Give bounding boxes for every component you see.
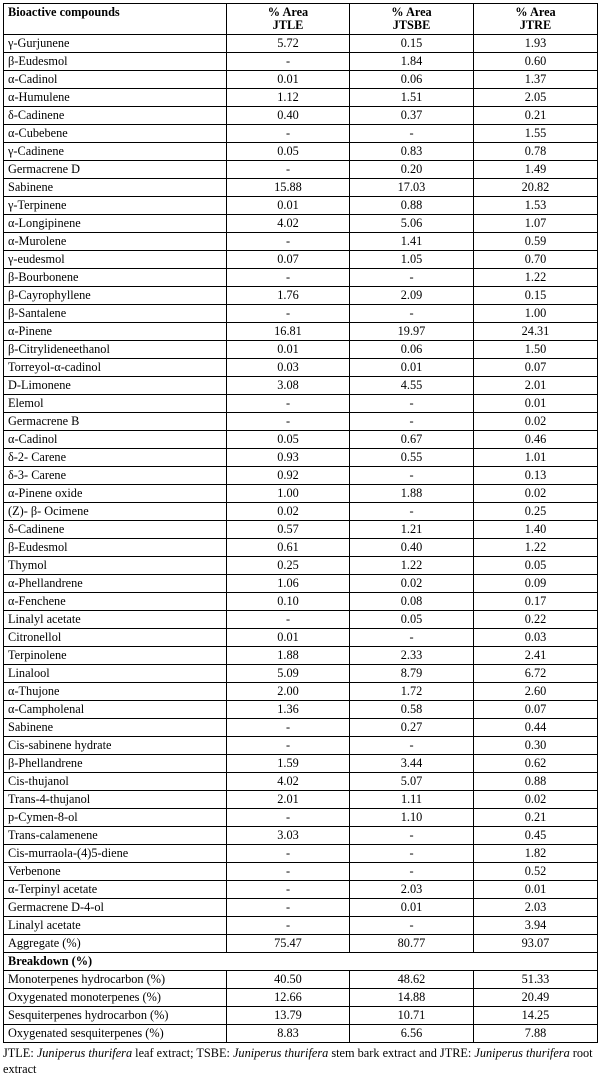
area-value-cell: 0.30 xyxy=(474,737,598,755)
area-value-cell: 0.15 xyxy=(474,287,598,305)
table-row xyxy=(4,899,598,917)
table-row xyxy=(4,503,598,521)
area-value-cell: 1.53 xyxy=(474,197,598,215)
area-value-cell: 1.06 xyxy=(227,575,350,593)
header-jtle xyxy=(227,4,350,35)
compound-name-cell: Verbenone xyxy=(4,863,227,881)
compound-name-cell: α-Terpinyl acetate xyxy=(4,881,227,899)
area-value-cell: 0.55 xyxy=(350,449,474,467)
compound-name-cell: β-Cayrophyllene xyxy=(4,287,227,305)
compound-name-cell: γ-Gurjunene xyxy=(4,35,227,53)
area-value-cell: 1.93 xyxy=(474,35,598,53)
compound-name-cell: Terpinolene xyxy=(4,647,227,665)
table-row xyxy=(4,431,598,449)
compound-name-cell: α-Humulene xyxy=(4,89,227,107)
compound-name-cell: Linalyl acetate xyxy=(4,917,227,935)
area-value-cell: 5.09 xyxy=(227,665,350,683)
header-compounds: Bioactive compounds xyxy=(4,4,227,35)
compound-name-cell: γ-Cadinene xyxy=(4,143,227,161)
table-row xyxy=(4,413,598,431)
area-value-cell: 1.55 xyxy=(474,125,598,143)
breakdown-heading-row xyxy=(4,953,598,971)
area-value-cell: 10.71 xyxy=(350,1007,474,1025)
area-value-cell: 20.49 xyxy=(474,989,598,1007)
table-row xyxy=(4,683,598,701)
area-value-cell: 0.25 xyxy=(474,503,598,521)
area-value-cell: 17.03 xyxy=(350,179,474,197)
compound-name-cell: Monoterpenes hydrocarbon (%) xyxy=(4,971,227,989)
compound-name-cell: Germacrene D xyxy=(4,161,227,179)
area-value-cell: - xyxy=(227,809,350,827)
footnote-part: JTLE: xyxy=(3,1046,37,1060)
area-value-cell: 2.09 xyxy=(350,287,474,305)
area-value-cell: - xyxy=(227,269,350,287)
table-row xyxy=(4,809,598,827)
table-row xyxy=(4,629,598,647)
table-row xyxy=(4,71,598,89)
table-footnote xyxy=(3,1045,593,1077)
area-value-cell: - xyxy=(350,305,474,323)
area-value-cell: - xyxy=(350,827,474,845)
area-value-cell: 0.07 xyxy=(227,251,350,269)
area-value-cell: 0.02 xyxy=(227,503,350,521)
area-value-cell: - xyxy=(227,917,350,935)
table-row xyxy=(4,593,598,611)
area-value-cell: - xyxy=(227,881,350,899)
area-value-cell: 0.58 xyxy=(350,701,474,719)
table-row xyxy=(4,179,598,197)
area-value-cell: 12.66 xyxy=(227,989,350,1007)
table-row xyxy=(4,539,598,557)
compound-name-cell: Trans-4-thujanol xyxy=(4,791,227,809)
area-value-cell: 0.07 xyxy=(474,359,598,377)
table-row xyxy=(4,881,598,899)
area-value-cell: 1.84 xyxy=(350,53,474,71)
area-value-cell: 1.36 xyxy=(227,701,350,719)
area-value-cell: 0.07 xyxy=(474,701,598,719)
table-row xyxy=(4,143,598,161)
compound-name-cell: Cis-sabinene hydrate xyxy=(4,737,227,755)
compound-name-cell: α-Cadinol xyxy=(4,431,227,449)
table-row xyxy=(4,359,598,377)
area-value-cell: - xyxy=(227,53,350,71)
compound-name-cell: Sabinene xyxy=(4,179,227,197)
area-value-cell: 4.55 xyxy=(350,377,474,395)
area-value-cell: 0.93 xyxy=(227,449,350,467)
table-row xyxy=(4,611,598,629)
area-value-cell: 0.22 xyxy=(474,611,598,629)
footnote-species: Juniperus thurifera xyxy=(232,1046,329,1060)
compound-name-cell: δ-Cadinene xyxy=(4,521,227,539)
area-value-cell: 0.01 xyxy=(227,341,350,359)
area-value-cell: 40.50 xyxy=(227,971,350,989)
area-value-cell: 0.05 xyxy=(474,557,598,575)
area-value-cell: 14.25 xyxy=(474,1007,598,1025)
table-row xyxy=(4,755,598,773)
area-value-cell: - xyxy=(350,413,474,431)
area-value-cell: 1.22 xyxy=(350,557,474,575)
table-row xyxy=(4,557,598,575)
area-value-cell: 2.00 xyxy=(227,683,350,701)
area-value-cell: - xyxy=(227,863,350,881)
table-row xyxy=(4,863,598,881)
compound-name-cell: Linalool xyxy=(4,665,227,683)
area-value-cell: 0.61 xyxy=(227,539,350,557)
compound-name-cell: α-Cadinol xyxy=(4,71,227,89)
area-value-cell: 8.83 xyxy=(227,1025,350,1043)
compound-name-cell: Linalyl acetate xyxy=(4,611,227,629)
area-value-cell: 13.79 xyxy=(227,1007,350,1025)
area-value-cell: 0.21 xyxy=(474,809,598,827)
area-value-cell: 0.46 xyxy=(474,431,598,449)
header-jtre-label: JTRE xyxy=(519,18,552,32)
header-row xyxy=(4,4,598,35)
area-value-cell: 0.45 xyxy=(474,827,598,845)
table-row xyxy=(4,791,598,809)
area-value-cell: 1.10 xyxy=(350,809,474,827)
compounds-table xyxy=(3,3,598,1043)
table-row xyxy=(4,341,598,359)
header-jtsbe xyxy=(350,4,474,35)
area-value-cell: - xyxy=(350,629,474,647)
area-value-cell: - xyxy=(350,863,474,881)
table-row xyxy=(4,827,598,845)
header-jtsbe-label: JTSBE xyxy=(392,18,431,32)
footnote-species: Juniperus thurifera xyxy=(36,1046,133,1060)
area-value-cell: - xyxy=(227,611,350,629)
area-value-cell: 0.62 xyxy=(474,755,598,773)
compound-name-cell: β-Bourbonene xyxy=(4,269,227,287)
area-value-cell: 93.07 xyxy=(474,935,598,953)
compound-name-cell: Elemol xyxy=(4,395,227,413)
table-row xyxy=(4,647,598,665)
area-value-cell: 8.79 xyxy=(350,665,474,683)
area-value-cell: - xyxy=(350,467,474,485)
compound-name-cell: α-Campholenal xyxy=(4,701,227,719)
table-row xyxy=(4,233,598,251)
table-row xyxy=(4,215,598,233)
table-row xyxy=(4,665,598,683)
area-value-cell: 1.49 xyxy=(474,161,598,179)
area-value-cell: - xyxy=(350,503,474,521)
table-row xyxy=(4,449,598,467)
compound-name-cell: Cis-thujanol xyxy=(4,773,227,791)
area-value-cell: 0.15 xyxy=(350,35,474,53)
footnote-species: Juniperus thurifera xyxy=(474,1046,570,1060)
header-area-label: % Area xyxy=(267,5,309,19)
table-row xyxy=(4,575,598,593)
table-row xyxy=(4,107,598,125)
area-value-cell: 2.01 xyxy=(474,377,598,395)
compound-name-cell: α-Cubebene xyxy=(4,125,227,143)
compound-name-cell: β-Citrylideneethanol xyxy=(4,341,227,359)
compound-name-cell: Germacrene D-4-ol xyxy=(4,899,227,917)
compound-name-cell: α-Phellandrene xyxy=(4,575,227,593)
area-value-cell: 14.88 xyxy=(350,989,474,1007)
area-value-cell: 5.07 xyxy=(350,773,474,791)
area-value-cell: - xyxy=(350,917,474,935)
area-value-cell: - xyxy=(227,233,350,251)
table-row xyxy=(4,917,598,935)
area-value-cell: 1.40 xyxy=(474,521,598,539)
compound-name-cell: Aggregate (%) xyxy=(4,935,227,953)
area-value-cell: - xyxy=(350,845,474,863)
footnote-part: leaf extract; TSBE: xyxy=(132,1046,233,1060)
area-value-cell: 4.02 xyxy=(227,773,350,791)
compound-name-cell: Thymol xyxy=(4,557,227,575)
area-value-cell: 2.03 xyxy=(350,881,474,899)
area-value-cell: 0.83 xyxy=(350,143,474,161)
table-row xyxy=(4,125,598,143)
area-value-cell: - xyxy=(227,845,350,863)
table-row xyxy=(4,467,598,485)
area-value-cell: 0.37 xyxy=(350,107,474,125)
area-value-cell: 0.02 xyxy=(474,485,598,503)
table-body xyxy=(4,4,598,1043)
area-value-cell: 1.11 xyxy=(350,791,474,809)
area-value-cell: 0.08 xyxy=(350,593,474,611)
header-area-label: % Area xyxy=(515,5,556,19)
area-value-cell: 3.08 xyxy=(227,377,350,395)
area-value-cell: 1.00 xyxy=(227,485,350,503)
area-value-cell: 0.67 xyxy=(350,431,474,449)
area-value-cell: - xyxy=(227,395,350,413)
area-value-cell: 3.44 xyxy=(350,755,474,773)
area-value-cell: 0.01 xyxy=(474,881,598,899)
area-value-cell: 1.51 xyxy=(350,89,474,107)
breakdown-row xyxy=(4,1007,598,1025)
table-row xyxy=(4,89,598,107)
area-value-cell: - xyxy=(227,899,350,917)
area-value-cell: 1.50 xyxy=(474,341,598,359)
table-row xyxy=(4,521,598,539)
header-jtre xyxy=(474,4,598,35)
area-value-cell: 0.03 xyxy=(227,359,350,377)
area-value-cell: 0.01 xyxy=(350,899,474,917)
header-jtle-label: JTLE xyxy=(272,18,304,32)
area-value-cell: 1.88 xyxy=(350,485,474,503)
area-value-cell: 0.59 xyxy=(474,233,598,251)
area-value-cell: 1.41 xyxy=(350,233,474,251)
area-value-cell: 2.41 xyxy=(474,647,598,665)
compound-name-cell: Cis-murraola-(4)5-diene xyxy=(4,845,227,863)
compound-name-cell: α-Fenchene xyxy=(4,593,227,611)
area-value-cell: 1.07 xyxy=(474,215,598,233)
compound-name-cell: β-Phellandrene xyxy=(4,755,227,773)
table-row xyxy=(4,287,598,305)
area-value-cell: 0.52 xyxy=(474,863,598,881)
area-value-cell: 0.02 xyxy=(474,791,598,809)
compound-name-cell: α-Longipinene xyxy=(4,215,227,233)
area-value-cell: 0.25 xyxy=(227,557,350,575)
compound-name-cell: γ-eudesmol xyxy=(4,251,227,269)
area-value-cell: 3.03 xyxy=(227,827,350,845)
area-value-cell: 0.57 xyxy=(227,521,350,539)
area-value-cell: 0.17 xyxy=(474,593,598,611)
area-value-cell: 1.21 xyxy=(350,521,474,539)
area-value-cell: 0.03 xyxy=(474,629,598,647)
area-value-cell: 0.21 xyxy=(474,107,598,125)
area-value-cell: 0.60 xyxy=(474,53,598,71)
area-value-cell: 2.01 xyxy=(227,791,350,809)
area-value-cell: 1.76 xyxy=(227,287,350,305)
area-value-cell: 19.97 xyxy=(350,323,474,341)
compound-name-cell: α-Thujone xyxy=(4,683,227,701)
compounds-table-container xyxy=(3,3,597,1077)
area-value-cell: 5.06 xyxy=(350,215,474,233)
table-row xyxy=(4,737,598,755)
area-value-cell: 0.01 xyxy=(227,71,350,89)
table-row xyxy=(4,35,598,53)
area-value-cell: - xyxy=(227,305,350,323)
compound-name-cell: Sabinene xyxy=(4,719,227,737)
area-value-cell: 51.33 xyxy=(474,971,598,989)
breakdown-title: Breakdown (%) xyxy=(4,953,598,971)
table-row xyxy=(4,251,598,269)
compound-name-cell: Trans-calamenene xyxy=(4,827,227,845)
area-value-cell: 0.05 xyxy=(227,431,350,449)
area-value-cell: - xyxy=(227,161,350,179)
header-area-label: % Area xyxy=(391,5,432,19)
area-value-cell: 0.13 xyxy=(474,467,598,485)
area-value-cell: 6.72 xyxy=(474,665,598,683)
area-value-cell: 4.02 xyxy=(227,215,350,233)
area-value-cell: 7.88 xyxy=(474,1025,598,1043)
area-value-cell: 0.01 xyxy=(474,395,598,413)
area-value-cell: 1.22 xyxy=(474,539,598,557)
compound-name-cell: γ-Terpinene xyxy=(4,197,227,215)
area-value-cell: 75.47 xyxy=(227,935,350,953)
compound-name-cell: Citronellol xyxy=(4,629,227,647)
area-value-cell: - xyxy=(227,737,350,755)
area-value-cell: 2.33 xyxy=(350,647,474,665)
area-value-cell: 0.09 xyxy=(474,575,598,593)
aggregate-row xyxy=(4,935,598,953)
area-value-cell: 2.60 xyxy=(474,683,598,701)
area-value-cell: 0.92 xyxy=(227,467,350,485)
compound-name-cell: (Z)- β- Ocimene xyxy=(4,503,227,521)
area-value-cell: 0.40 xyxy=(227,107,350,125)
area-value-cell: 1.88 xyxy=(227,647,350,665)
area-value-cell: 0.70 xyxy=(474,251,598,269)
footnote-part: stem bark extract and JTRE: xyxy=(328,1046,475,1060)
compound-name-cell: Sesquiterpenes hydrocarbon (%) xyxy=(4,1007,227,1025)
table-row xyxy=(4,269,598,287)
table-row xyxy=(4,323,598,341)
area-value-cell: 0.10 xyxy=(227,593,350,611)
area-value-cell: 0.02 xyxy=(474,413,598,431)
area-value-cell: 16.81 xyxy=(227,323,350,341)
area-value-cell: 0.01 xyxy=(350,359,474,377)
area-value-cell: - xyxy=(350,125,474,143)
area-value-cell: 0.27 xyxy=(350,719,474,737)
footnote-part: root extract xyxy=(3,1046,593,1076)
area-value-cell: 0.05 xyxy=(227,143,350,161)
compound-name-cell: Oxygenated monoterpenes (%) xyxy=(4,989,227,1007)
area-value-cell: 1.22 xyxy=(474,269,598,287)
area-value-cell: 1.00 xyxy=(474,305,598,323)
area-value-cell: 1.12 xyxy=(227,89,350,107)
table-row xyxy=(4,773,598,791)
breakdown-row xyxy=(4,989,598,1007)
area-value-cell: 6.56 xyxy=(350,1025,474,1043)
compound-name-cell: β-Eudesmol xyxy=(4,539,227,557)
breakdown-row xyxy=(4,971,598,989)
area-value-cell: - xyxy=(227,719,350,737)
table-row xyxy=(4,845,598,863)
area-value-cell: - xyxy=(227,125,350,143)
compound-name-cell: α-Pinene xyxy=(4,323,227,341)
area-value-cell: 1.72 xyxy=(350,683,474,701)
area-value-cell: 20.82 xyxy=(474,179,598,197)
area-value-cell: 0.40 xyxy=(350,539,474,557)
area-value-cell: - xyxy=(227,413,350,431)
compound-name-cell: δ-2- Carene xyxy=(4,449,227,467)
area-value-cell: - xyxy=(350,395,474,413)
area-value-cell: 0.06 xyxy=(350,341,474,359)
compound-name-cell: β-Eudesmol xyxy=(4,53,227,71)
area-value-cell: 2.03 xyxy=(474,899,598,917)
area-value-cell: 0.78 xyxy=(474,143,598,161)
table-row xyxy=(4,701,598,719)
compound-name-cell: Oxygenated sesquiterpenes (%) xyxy=(4,1025,227,1043)
table-row xyxy=(4,377,598,395)
area-value-cell: 0.01 xyxy=(227,197,350,215)
area-value-cell: 0.02 xyxy=(350,575,474,593)
area-value-cell: 0.01 xyxy=(227,629,350,647)
area-value-cell: 3.94 xyxy=(474,917,598,935)
area-value-cell: - xyxy=(350,269,474,287)
area-value-cell: 48.62 xyxy=(350,971,474,989)
compound-name-cell: D-Limonene xyxy=(4,377,227,395)
area-value-cell: - xyxy=(350,737,474,755)
area-value-cell: 1.05 xyxy=(350,251,474,269)
area-value-cell: 2.05 xyxy=(474,89,598,107)
area-value-cell: 0.88 xyxy=(474,773,598,791)
compound-name-cell: β-Santalene xyxy=(4,305,227,323)
area-value-cell: 15.88 xyxy=(227,179,350,197)
area-value-cell: 0.44 xyxy=(474,719,598,737)
area-value-cell: 0.06 xyxy=(350,71,474,89)
area-value-cell: 5.72 xyxy=(227,35,350,53)
compound-name-cell: α-Pinene oxide xyxy=(4,485,227,503)
table-row xyxy=(4,161,598,179)
area-value-cell: 1.82 xyxy=(474,845,598,863)
area-value-cell: 0.20 xyxy=(350,161,474,179)
compound-name-cell: Germacrene B xyxy=(4,413,227,431)
breakdown-row xyxy=(4,1025,598,1043)
table-row xyxy=(4,395,598,413)
compound-name-cell: Torreyol-α-cadinol xyxy=(4,359,227,377)
compound-name-cell: α-Murolene xyxy=(4,233,227,251)
area-value-cell: 0.88 xyxy=(350,197,474,215)
area-value-cell: 24.31 xyxy=(474,323,598,341)
table-row xyxy=(4,485,598,503)
table-row xyxy=(4,719,598,737)
area-value-cell: 1.59 xyxy=(227,755,350,773)
compound-name-cell: δ-3- Carene xyxy=(4,467,227,485)
compound-name-cell: p-Cymen-8-ol xyxy=(4,809,227,827)
compound-name-cell: δ-Cadinene xyxy=(4,107,227,125)
area-value-cell: 1.01 xyxy=(474,449,598,467)
area-value-cell: 1.37 xyxy=(474,71,598,89)
table-row xyxy=(4,197,598,215)
area-value-cell: 80.77 xyxy=(350,935,474,953)
table-row xyxy=(4,305,598,323)
table-row xyxy=(4,53,598,71)
area-value-cell: 0.05 xyxy=(350,611,474,629)
